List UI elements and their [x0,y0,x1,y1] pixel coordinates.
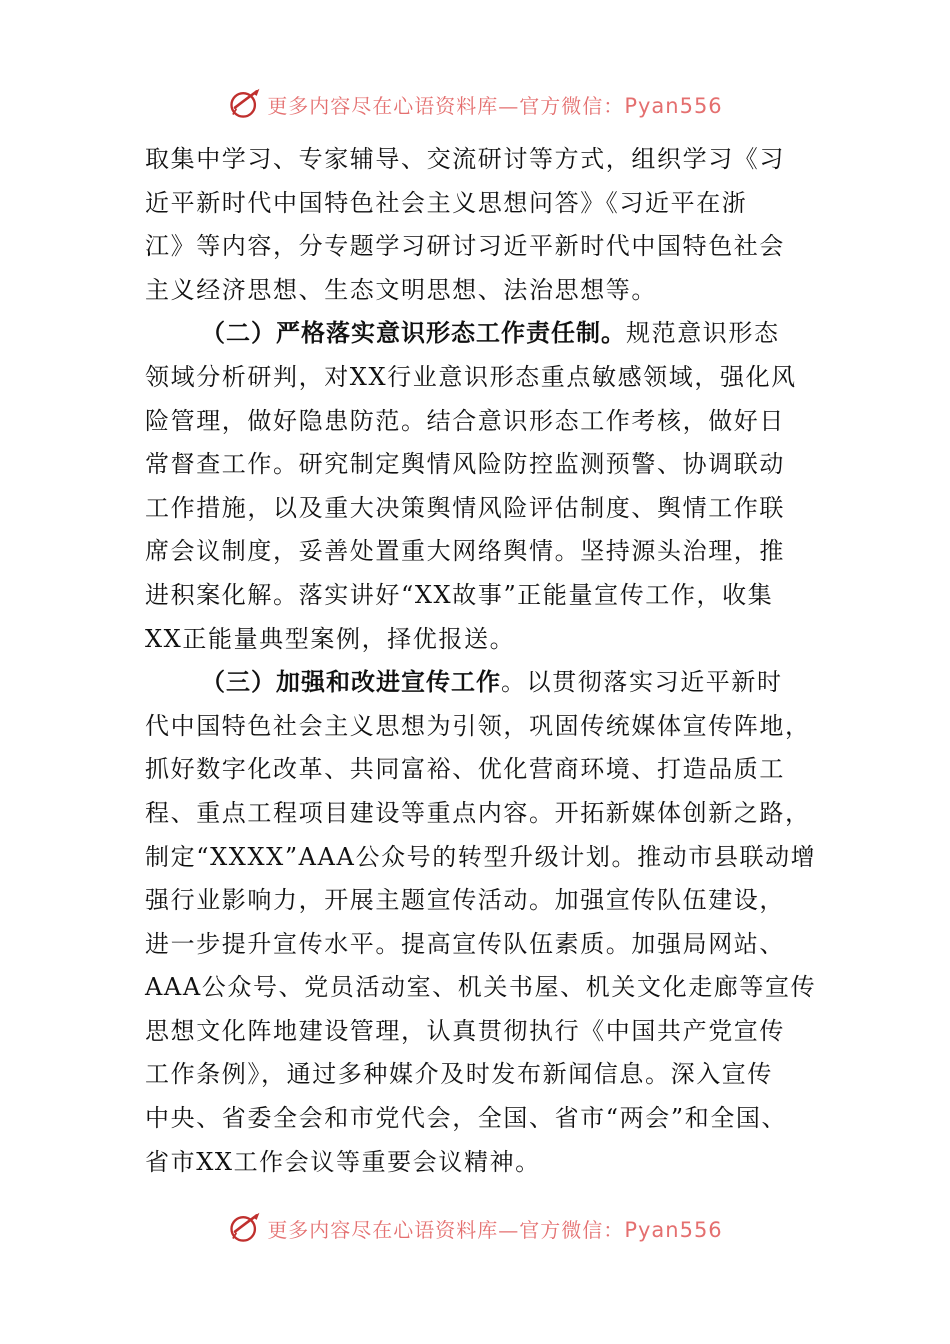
paragraph-line: 近平新时代中国特色社会主义思想问答》《习近平在浙 [145,188,748,217]
paragraph-line: 进一步提升宣传水平。提高宣传队伍素质。加强局网站、 [145,929,785,958]
watermark-text: 更多内容尽在心语资料库—官方微信： [267,93,625,118]
paragraph-line: 抓好数字化改革、共同富裕、优化营商环境、打造品质工 [145,755,785,784]
watermark-wechat-id: Pyan556 [624,1217,723,1242]
paragraph-text: 。以贯彻落实习近平新时 [501,668,783,697]
watermark-text: 更多内容尽在心语资料库—官方微信： [267,1217,625,1242]
paragraph-line: 制定“XXXX”AAA公众号的转型升级计划。推动市县联动增 [145,842,817,871]
paragraph-line: 代中国特色社会主义思想为引领，巩固传统媒体宣传阵地， [145,711,811,740]
header-watermark [0,84,950,124]
paragraph-line: 领域分析研判，对XX行业意识形态重点敏感领域，强化风 [145,362,797,391]
footer-watermark [0,1208,950,1248]
paragraph-line: XX正能量典型案例，择优报送。 [145,624,516,653]
paragraph-line: AAA公众号、党员活动室、机关书屋、机关文化走廊等宣传 [145,973,817,1002]
pen-circle-icon [227,86,263,122]
pen-circle-icon [227,1210,263,1246]
section-heading: （三）加强和改进宣传工作 [201,668,501,697]
paragraph-line: 省市XX工作会议等重要会议精神。 [145,1147,541,1176]
paragraph-line: 取集中学习、专家辅导、交流研讨等方式，组织学习《习 [145,145,785,173]
paragraph-line: 思想文化阵地建设管理，认真贯彻执行《中国共产党宣传 [145,1016,785,1045]
paragraph-line: 主义经济思想、生态文明思想、法治思想等。 [145,275,657,304]
paragraph-text: 规范意识形态 [626,319,780,348]
paragraph-first-line [145,312,815,356]
paragraph-line: 席会议制度，妥善处置重大网络舆情。坚持源头治理，推 [145,537,785,566]
document-body [145,138,815,1184]
paragraph-line: 工作条例》，通过多种媒介及时发布新闻信息。深入宣传 [145,1060,773,1089]
watermark-wechat-id: Pyan556 [624,93,723,118]
paragraph-line: 常督查工作。研究制定舆情风险防控监测预警、协调联动 [145,450,785,479]
paragraph-line: 险管理，做好隐患防范。结合意识形态工作考核，做好日 [145,406,785,435]
paragraph-first-line [145,661,815,705]
paragraph-line: 工作措施，以及重大决策舆情风险评估制度、舆情工作联 [145,493,785,522]
section-heading: （二）严格落实意识形态工作责任制。 [201,319,626,348]
paragraph-line: 中央、省委全会和市党代会，全国、省市“两会”和全国、 [145,1104,788,1133]
paragraph-line: 程、重点工程项目建设等重点内容。开拓新媒体创新之路， [145,798,811,827]
paragraph-line: 进积案化解。落实讲好“XX故事”正能量宣传工作，收集 [145,580,774,609]
paragraph-line: 江》等内容，分专题学习研讨习近平新时代中国特色社会 [145,232,785,261]
paragraph-line: 强行业影响力，开展主题宣传活动。加强宣传队伍建设， [145,886,785,915]
